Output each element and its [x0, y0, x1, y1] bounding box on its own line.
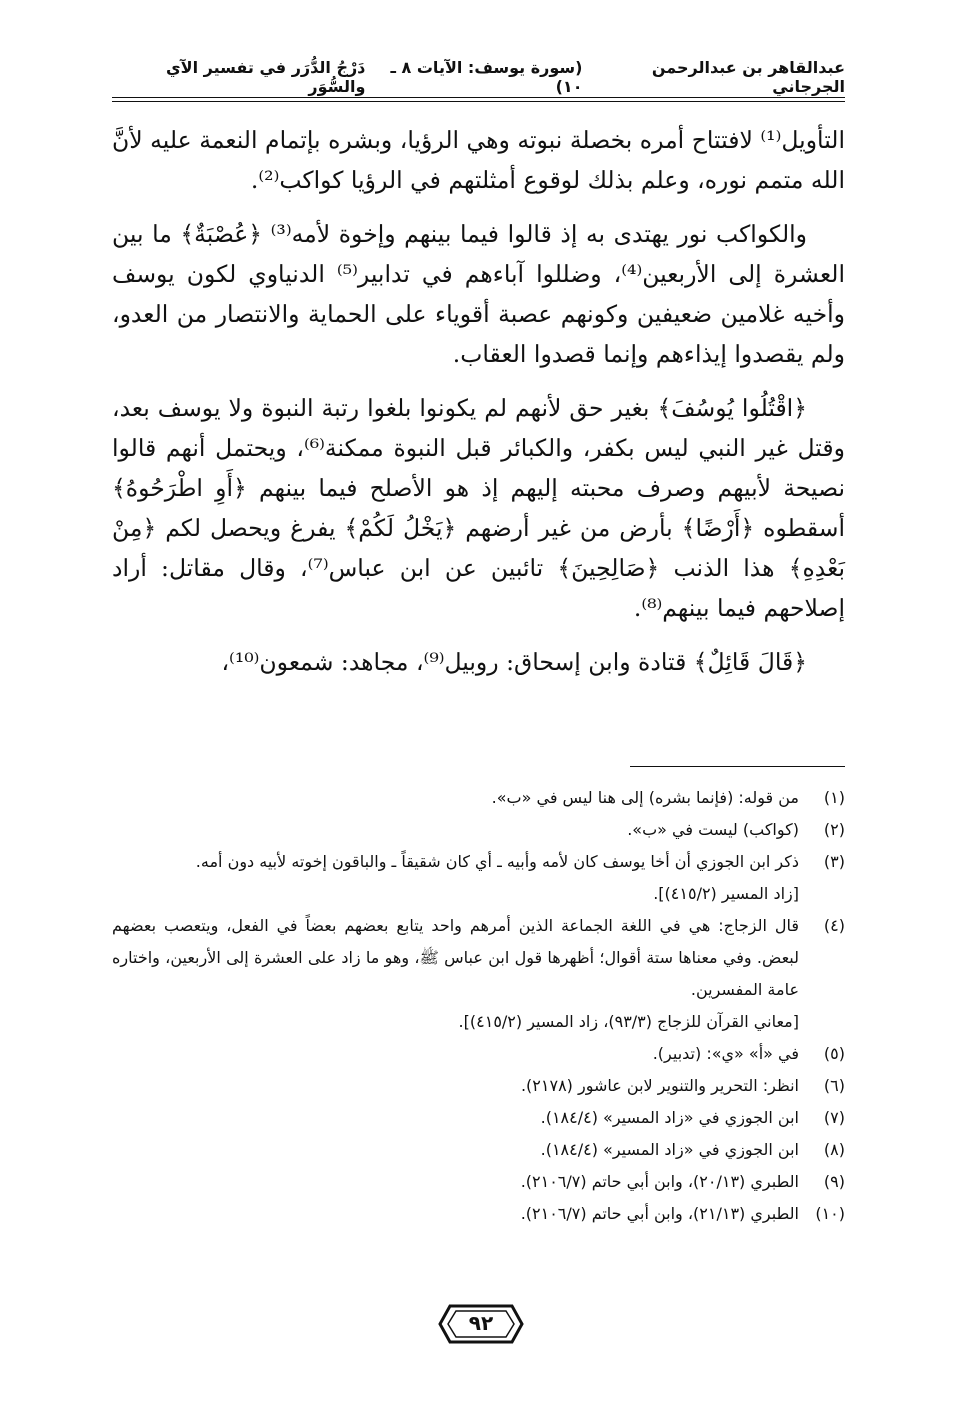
footnote-text: من قوله: (فإنما بشره) إلى هنا ليس في «ب».: [491, 788, 799, 807]
footnote: [112, 1198, 845, 1230]
footnote: [112, 1102, 845, 1134]
header-rule: [112, 97, 845, 98]
paragraph: ﴿اقْتُلُوا يُوسُفَ﴾ بغير حق لأنهم لم يكونوا بلغوا رتبة النبوة ولا يوسف بعد، وقتل غير النبي ليس بكفر، والكبائر قبل النبوة ممكنة⁽⁶⁾، ويحتمل أنهم قالوا نصيحة لأبيهم وصرف محبته إليهم إذ هو الأصلح فيما بينهم ﴿أَوِ اطْرَحُوهُ﴾ أسقطوه ﴿أَرْضًا﴾ بأرض من غير أرضهم ﴿يَخْلُ لَكُمْ﴾ يفرغ ويحصل لكم ﴿مِنْ بَعْدِهِ﴾ هذا الذنب ﴿صَالِحِينَ﴾ تائبين عن ابن عباس⁽⁷⁾، وقال مقاتل: أراد إصلاحهم فيما بينهم⁽⁸⁾.: [112, 394, 845, 622]
header-book-title: دَرْجُ الدُّرَر في تفسير الآي والسُّوَر: [165, 58, 366, 96]
footnote: [112, 1070, 845, 1102]
paragraph: التأويل⁽¹⁾ لافتتاح أمره بخصلة نبوته وهي الرؤيا، وبشره بإتمام النعمة عليه لأنَّ الله متمم نوره، وعلم بذلك لوقوع أمثلتهم في الرؤيا كواكب⁽²⁾.: [112, 126, 845, 194]
footnote-number: (٨): [823, 1140, 845, 1159]
footnote: [112, 782, 845, 814]
footnote: [112, 1038, 845, 1070]
footnote: [112, 1166, 845, 1198]
footnote: [112, 910, 845, 1006]
footnote-number: (٣): [823, 852, 845, 871]
footnote-text: الطبري (٢١/١٣)، وابن أبي حاتم (٢١٠٦/٧).: [520, 1204, 799, 1223]
header-section: (سورة يوسف: الآيات ٨ ـ ١٠): [390, 58, 583, 96]
footnote: [112, 1134, 845, 1166]
footnote-text: ذكر ابن الجوزي أن أخا يوسف كان لأمه وأبيه ـ أي كان شقيقاً ـ والباقون إخوته لأبيه دون أمه.: [195, 852, 799, 871]
footnote-number: (٦): [823, 1076, 845, 1095]
footnote-number: (٥): [823, 1044, 845, 1063]
footnote-separator: [630, 766, 845, 767]
footnote-number: (٢): [823, 820, 845, 839]
main-text: [112, 120, 845, 696]
page-number: ٩٢: [468, 1311, 494, 1335]
footnote-text: في «أ» «ي»: (تدبير).: [652, 1044, 799, 1063]
footnote-text: انظر: التحرير والتنوير لابن عاشور (٢١٧٨).: [520, 1076, 799, 1095]
footnote-text: ابن الجوزي في «زاد المسير» (١٨٤/٤).: [540, 1108, 799, 1127]
header-author: عبدالقاهر بن عبدالرحمن الجرجاني: [651, 58, 845, 96]
footnote-text: ابن الجوزي في «زاد المسير» (١٨٤/٤).: [540, 1140, 799, 1159]
footnote: [112, 814, 845, 846]
footnote-number: (٧): [823, 1108, 845, 1127]
footnote-number: (٩): [823, 1172, 845, 1191]
footnote-text: قال الزجاج: هي في اللغة الجماعة الذين أمرهم واحد يتابع بعضهم بعضاً في الفعل، ويتعصب بعضهم لبعض. وفي معناها ستة أقوال؛ أظهرها قول ابن عباس ﷺ، وهو ما زاد على العشرة إلى الأربعين، واختاره عامة المفسرين.: [112, 916, 799, 999]
footnote-citation: [زاد المسير (٤١٥/٢)].: [653, 884, 799, 903]
footnote-number: (١): [823, 788, 845, 807]
footnote-number: (١٠): [815, 1204, 845, 1223]
paragraph: والكواكب نور يهتدى به إذ قالوا فيما بينهم وإخوة لأمه⁽³⁾ ﴿عُصْبَةٌ﴾ ما بين العشرة إلى الأربعين⁽⁴⁾، وضللوا آباءهم في تدابير⁽⁵⁾ الدنياوي لكون يوسف وأخيه غلامين ضعيفين وكونهم عصبة أقوياء على الحماية والانتصار من العدو، ولم يقصدوا إيذاءهم وإنما قصدوا العقاب.: [112, 220, 845, 368]
footnote-text: (كواكب) ليست في «ب».: [627, 820, 799, 839]
header-rule-thin: [112, 101, 845, 102]
footnote-number: (٤): [823, 916, 845, 935]
footnote-citation: [معاني القرآن للزجاج (٩٣/٣)، زاد المسير (٤١٥/٢)].: [458, 1012, 799, 1031]
footnote-text: الطبري (٢٠/١٣)، وابن أبي حاتم (٢١٠٦/٧).: [520, 1172, 799, 1191]
footnote: [112, 846, 845, 878]
running-header: [112, 58, 845, 96]
paragraph: ﴿قَالَ قَائِلٌ﴾ قتادة وابن إسحاق: روبيل⁽⁹⁾، مجاهد: شمعون⁽¹⁰⁾،: [221, 648, 807, 676]
page-number-ornament: [436, 1300, 526, 1348]
footnotes: [112, 782, 845, 1230]
